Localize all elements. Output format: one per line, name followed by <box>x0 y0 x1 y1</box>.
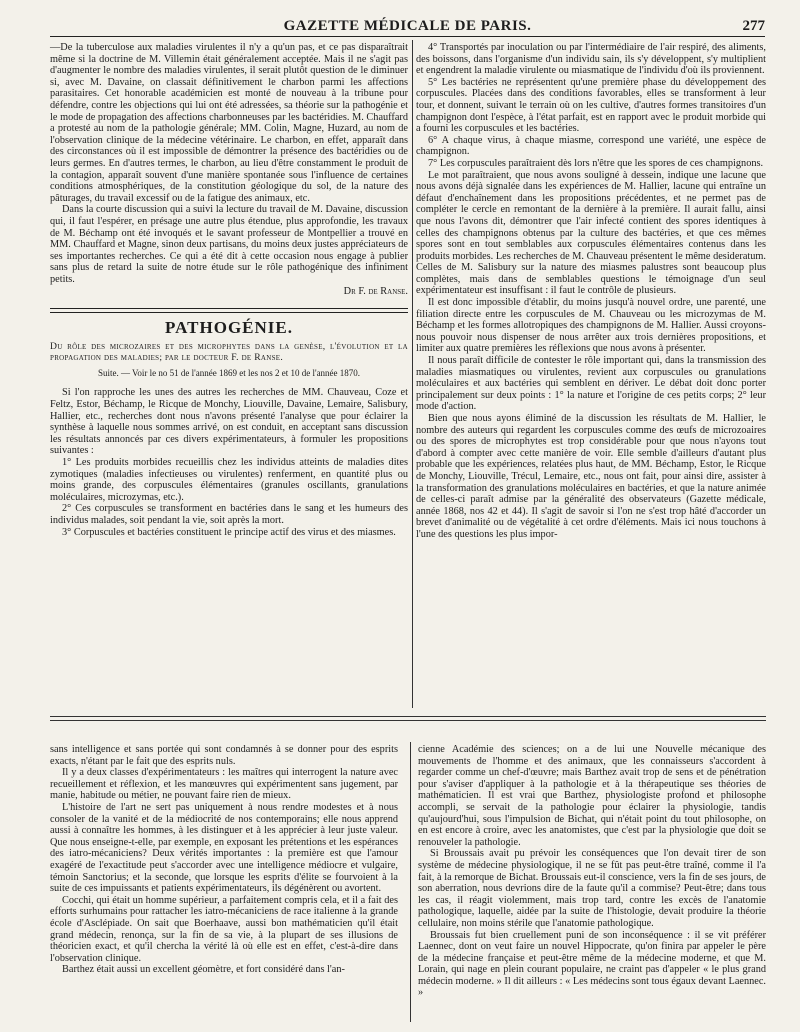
paragraph: 5° Les bactéries ne représentent qu'une première phase du développement des corpuscules. Placées dans des conditions favorables, elles se transforment à leur tour, et donnent, suivant le terrain où on les cultive, d'autres formes transitoires d'un champignon dont l'espèce, à l'état parfait, est en rapport avec le produit morbide qui a fourni les corpuscules et les bactéries. <box>416 76 766 135</box>
paragraph: 4° Transportés par inoculation ou par l'intermédiaire de l'air respiré, des aliments, des boissons, dans l'organisme d'un individu sain, ils s'y développent, s'y multiplient et engendrent la maladie virulente ou miasmatique de l'individu d'où ils proviennent. <box>416 42 766 77</box>
paragraph: 6° A chaque virus, à chaque miasme, correspond une variété, une espèce de champignon. <box>416 134 766 158</box>
section-divider <box>50 308 408 313</box>
paragraph: Il nous paraît difficile de contester le rôle important qui, dans la transmission des maladies miasmatiques ou virulentes, revient aux corpuscules ou granulations moléculaires et aux bactéries qui semblent en dériver. Le débat doit donc porter principalement sur deux points : 1° la nature et l'origine de ces petits corps; 2° leur mode d'action. <box>416 355 766 413</box>
paragraph: Si l'on rapproche les unes des autres les recherches de MM. Chauveau, Coze et Feltz, Estor, Béchamp, le Ricque de Monchy, Liouville, Davaine, Lemaire, Salisbury, Hallier, etc., recherches dont nous n'avons présenté l'analyse que pour éclairer la synthèse à laquelle nous sommes arrivé, on est conduit, en acceptant sans discussion les résultats annoncés par ces divers expérimentateurs, à formuler les propositions suivantes : <box>50 387 408 457</box>
header-rule <box>50 36 765 37</box>
paragraph: Broussais fut bien cruellement puni de son inconséquence : il se vit préférer Laennec, dont on veut faire un nouvel Hippocrate, qu'on finira par appeler le père de la médecine française et peut-être même de la médecine moderne, et que M. Lorain, qui nage en plein courant populaire, ne craint pas d'appeler « le plus grand médecin moderne. » Il dit ailleurs : « Les médecins sont tous égaux devant Laennec. » <box>418 929 766 999</box>
column-divider <box>410 742 411 1022</box>
paragraph: —De la tuberculose aux maladies virulentes il n'y a qu'un pas, et ce pas disparaîtrait même si la doctrine de M. Villemin était généralement acceptée. Mais il ne s'agit pas d'augmenter le nombre des maladies virulentes, il serait plutôt question de le diminuer si, avec M. Davaine, on classait définitivement le charbon parmi les affections parasitaires. Cet honorable académicien est monté de nouveau à la tribune pour défendre, contre les objections qui lui ont été adressées, sa théorie sur la pathogénie et le mode de propagation des affections charbonneuses par les bactéridies. M. Chauffard a protesté au nom de la pathologie générale; MM. Colin, Magne, Huzard, au nom de l'observation clinique de la médecine vétérinaire. Le charbon, en effet, apparaît dans des circonstances où il est impossible de démontrer la présence des bactéridies ou de leurs germes. En d'autres termes, le charbon, au lieu d'être constamment le produit de la contagion, apparaît souvent d'une manière spontanée sous l'influence de certaines conditions atmosphériques, de la constitution géologique du sol, de la nature des pâturages, du travail excessif ou de la fatigue des animaux, etc. <box>50 42 408 204</box>
article-subhead: Du rôle des microzaires et des microphytes dans la genèse, l'évolution et la propagation des maladies; par le docteur F. de Ranse. <box>50 340 408 364</box>
journal-title: GAZETTE MÉDICALE DE PARIS. <box>283 18 532 34</box>
section-rule <box>50 716 766 717</box>
paragraph: Il y a deux classes d'expérimentateurs : les maîtres qui interrogent la nature avec recueillement et réflexion, et les manœuvres qui expérimentent sans jugement, par manie, habitude ou métier, ne pouvant faire rien de mieux. <box>50 767 398 802</box>
column-divider <box>412 40 413 708</box>
paragraph: 1° Les produits morbides recueillis chez les individus atteints de maladies dites zymotiques (maladies infectieuses ou virulentes) renferment, en quantité plus ou moins grande, des corpuscules élémentaires (granules oscillants, granulations moléculaires, microzymas, etc.). <box>50 457 408 503</box>
paragraph: Dans la courte discussion qui a suivi la lecture du travail de M. Davaine, discussion qui, il faut l'espérer, en présage une autre plus étendue, plus approfondie, les travaux de M. Béchamp ont été invoqués et le savant professeur de Montpellier a trouvé en MM. Chauffard et Magne, sinon deux partisans, du moins deux justes appréciateurs de ses importantes recherches. Ce qui a été dit à cette occasion nous engage à publier sans plus de retard la suite de notre étude sur le rôle pathogénique des infiniment petits. <box>50 204 408 285</box>
paragraph: sans intelligence et sans portée qui sont condamnés à se donner pour des esprits exacts, n'étant par le fait que des esprits nuls. <box>50 744 398 767</box>
paragraph: 7° Les corpuscules paraîtraient dès lors n'être que les spores de ces champignons. <box>428 157 764 169</box>
feuilleton-column-1 <box>50 744 398 976</box>
paragraph: Si Broussais avait pu prévoir les conséquences que l'on devait tirer de son système de médecine physiologique, il ne se fût pas peut-être traîné, comme il l'a fait, à la remorque de Bichat. Broussais eut-il conscience, vers la fin de ses jours, de son aberration, nous devrions dire de la faute qu'il a commise? Peut-être; dans tous les cas, il réagit violemment, mais trop tard, contre les excès de l'anatomie pathologique, laquelle, aidée par la suite de l'histologie, devait produire la théorie cellulaire, non moins stérile que l'anatomie pathologique. <box>418 848 766 929</box>
paragraph: Il est donc impossible d'établir, du moins jusqu'à nouvel ordre, une parenté, une filiation directe entre les corpuscules de M. Chauveau ou les microzymas de M. Béchamp et les formes allotropiques des champignons de M. Hallier. Aussi croyons-nous pouvoir nous dispenser de nous arrêter aux trois dernières propositions, et limiter aux quatre premières les réflexions que nous avons à présenter. <box>416 297 766 355</box>
paragraph: Le mot paraîtraient, que nous avons souligné à dessein, indique une lacune que nous avons déjà signalée dans les expériences de M. Hallier, lacune qui entraîne un défaut d'enchaînement dans les propositions précédentes, et ne permet pas de compléter le cercle en remontant de la dernière à la première. Il aurait fallu, ainsi que nous l'avons dit, démontrer que l'air infecté contient des spores identiques à celles des champignons obtenus par la culture des bactéries, et que ces mêmes spores sont en tout semblables aux corpuscules élémentaires contenus dans les produits morbides. Les recherches de M. Chauveau présentent le même desideratum. Celles de M. Salisbury sur la nature des miasmes palustres sont beaucoup plus complètes, mais dans de semblables questions le témoignage d'un seul expérimentateur est insuffisant : il faut le contrôle de plusieurs. <box>416 169 766 297</box>
paragraph: cienne Académie des sciences; on a de lui une Nouvelle mécanique des mouvements de l'homme et des animaux, que les connaisseurs s'accordent à regarder comme un chef-d'œuvre; mais Barthez avait trop de sens et de pénétration pour s'aviser d'appliquer à la pathologie et à la thérapeutique ses théories de mathématicien. Il est vrai que Barthez, physiologiste profond et philosophe accompli, se servait de la pathologie pour éclairer la physiologie, tandis qu'aujourd'hui, sous l'impulsion de Bichat, qui n'était point du tout philosophe, on en est encore à croire, avec les anatomistes, que c'est par la physiologie que doit se renouveler la pathologie. <box>418 744 766 848</box>
column-2 <box>416 42 766 541</box>
feuilleton-column-2 <box>418 744 766 999</box>
paragraph: Cocchi, qui était un homme supérieur, a parfaitement compris cela, et il a fait des efforts surhumains pour rattacher les iatro-mécaniciens de race italienne à la grande école d'Asclépiade. On sait que Boerhaave, aussi bon mathématicien qu'il était grand médecin, renonça, sur la fin de sa vie, à la plupart de ses illusions de théoricien exact, et qu'il chercha la vérité là où elle est en effet, c'est-à-dire dans l'observation clinique. <box>50 894 398 964</box>
paragraph: L'histoire de l'art ne sert pas uniquement à nous rendre modestes et à nous consoler de la vanité et de la médiocrité de nos contemporains; elle nous apprend aussi à connaître les hommes, à les distinguer et à les apprécier à leur juste valeur. Que nous enseigne-t-elle, par exemple, en exposant les prétentions et les espérances des iatro-mécaniciens? Deux vérités importantes : la première est que l'amour exagéré de l'exactitude peut s'accorder avec une intelligence médiocre et vulgaire, témoin Sanctorius; et la seconde, que lorsque les esprits d'élite se fourvoient à la suite de ces impuissants et patients expérimentateurs, ils dégénèrent ou avortent. <box>50 801 398 895</box>
section-title: PATHOGÉNIE. <box>165 318 293 338</box>
paragraph: Bien que nous ayons éliminé de la discussion les résultats de M. Hallier, le nombre des auteurs qui regardent les corpuscules comme des œufs de microzoaires ou des spores de microphytes est trop considérable pour que nous n'ayons tout d'abord à compter avec cette manière de voir. Elle semble d'ailleurs d'autant plus probable que les expériences, relatées plus haut, de MM. Béchamp, Estor, le Ricque de Monchy, Liouville, Trécul, Lemaire, etc., nous ont fait, pour ainsi dire, assister à la transformation des granulations moléculaires en bactéries, et que la nature animée de celles-ci paraît admise par la généralité des observateurs (Gazette médicale, année 1868, nos 42 et 44). Il s'agit de savoir si l'on ne s'est trop hâté d'accorder un brevet d'animalité ou de végétalité à cet ordre d'éléments. Mais ici nous touchons à l'une des questions les plus impor- <box>416 413 766 540</box>
section-rule <box>50 720 766 721</box>
column-1 <box>50 42 408 538</box>
author-signature: Dr F. de Ranse. <box>343 286 408 298</box>
paragraph: Barthez était aussi un excellent géomètre, et fort considéré dans l'an- <box>62 964 345 976</box>
continuation-note: Suite. — Voir le no 51 de l'année 1869 et les nos 2 et 10 de l'année 1870. <box>97 367 361 378</box>
paragraph: 2° Ces corpuscules se transforment en bactéries dans le sang et les humeurs des individus malades, soit pendant la vie, soit après la mort. <box>50 503 408 526</box>
page-header <box>50 18 765 38</box>
paragraph: 3° Corpuscules et bactéries constituent le principe actif des virus et des miasmes. <box>62 526 396 538</box>
page-number: 277 <box>742 18 765 34</box>
